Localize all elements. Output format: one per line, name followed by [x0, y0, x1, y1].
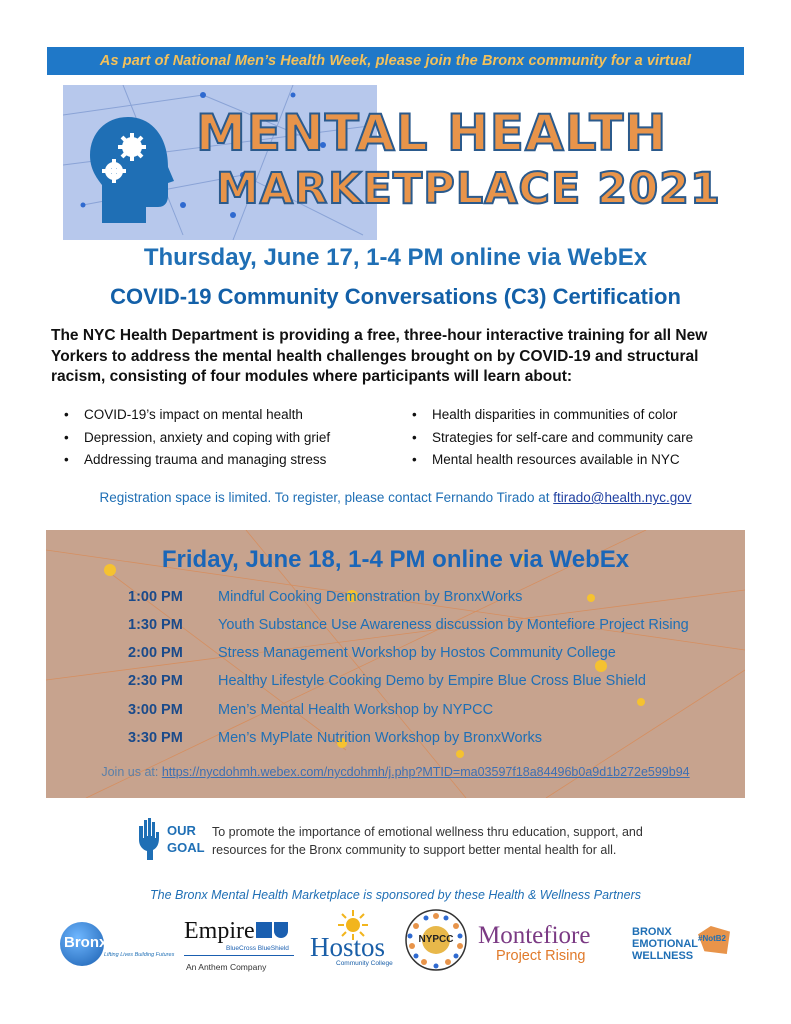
list-item: • Health disparities in communities of color — [408, 404, 693, 427]
schedule-event: Men’s Mental Health Workshop by NYPCC — [218, 702, 494, 718]
schedule-row — [128, 702, 493, 718]
title-line-1: MENTAL HEALTH — [196, 104, 668, 162]
list-item: • Depression, anxiety and coping with grief — [60, 427, 330, 450]
montefiore-sub: Project Rising — [496, 948, 586, 964]
schedule-event: Healthy Lifestyle Cooking Demo by Empire Blue Cross Blue Shield — [218, 673, 646, 689]
schedule-event: Men’s MyPlate Nutrition Workshop by BronxWorks — [218, 730, 542, 746]
thursday-heading: Thursday, June 17, 1-4 PM online via WebEx — [143, 244, 648, 271]
join-text: Join us at: — [101, 765, 162, 779]
schedule-time: 3:30 PM — [128, 730, 183, 746]
schedule-row — [128, 617, 689, 633]
schedule-row — [128, 645, 616, 661]
join-note — [46, 765, 745, 779]
list-item: • Addressing trauma and managing stress — [60, 449, 330, 472]
registration-text: Registration space is limited. To register, please contact Fernando Tirado at — [99, 490, 554, 505]
nypcc-logo — [404, 908, 468, 972]
list-item: • Strategies for self-care and community care — [408, 427, 693, 450]
bronxworks-logo — [60, 920, 180, 970]
webex-link[interactable]: https://nycdohmh.webex.com/nycdohmh/j.php?MTID=ma03597f18a84496b0a9d1b272e599b94 — [161, 765, 690, 779]
divider — [184, 955, 294, 956]
title-line-2: MARKETPLACE 2021 — [216, 164, 721, 214]
goal-text: To promote the importance of emotional wellness thru education, support, and resources for the Bronx community to support better mental health for all. — [212, 825, 643, 857]
intro-paragraph: The NYC Health Department is providing a free, three-hour interactive training for all New Yorkers to address the mental health challenges brought on by COVID-19 and structural racism, consisting of four modules where participants will learn about: — [51, 327, 708, 385]
bullet-list-left — [60, 404, 330, 472]
c3-heading: COVID-19 Community Conversations (C3) Certification — [110, 284, 681, 309]
raised-hand-icon — [135, 816, 161, 860]
schedule-time: 1:30 PM — [128, 617, 183, 633]
nypcc-name: NYPCC — [418, 934, 454, 945]
list-item: • Mental health resources available in NYC — [408, 449, 693, 472]
empire-sub: BlueCross BlueShield — [226, 945, 289, 952]
hostos-logo — [310, 910, 400, 972]
registration-email-link[interactable]: ftirado@health.nyc.gov — [553, 490, 692, 505]
top-banner — [47, 47, 744, 75]
schedule-row — [128, 589, 522, 605]
bew-line: WELLNESS — [632, 950, 694, 962]
empire-company: An Anthem Company — [186, 962, 267, 972]
bronx-emotional-wellness-logo — [632, 926, 732, 970]
schedule-event: Youth Substance Use Awareness discussion by Montefiore Project Rising — [218, 617, 689, 633]
bew-line: BRONX — [632, 926, 672, 938]
registration-note — [0, 490, 791, 505]
empire-name: Empire — [184, 918, 255, 944]
blue-shield-icon — [274, 922, 288, 938]
montefiore-logo — [478, 922, 613, 968]
goal-label-line: GOAL — [167, 840, 205, 855]
bronxworks-name: Bronxworks — [64, 934, 151, 951]
schedule-time: 2:00 PM — [128, 645, 183, 661]
montefiore-name: Montefiore — [478, 922, 591, 949]
goal-label-line: OUR — [167, 823, 196, 838]
blue-cross-icon — [256, 922, 272, 938]
sponsors-heading: The Bronx Mental Health Marketplace is sponsored by these Health & Wellness Partners — [150, 888, 641, 902]
schedule-row — [128, 673, 646, 689]
hostos-sub: Community College — [336, 960, 393, 967]
bew-text — [632, 926, 698, 962]
banner-text: As part of National Men’s Health Week, please join the Bronx community for a virtual — [99, 53, 692, 69]
schedule-time: 1:00 PM — [128, 589, 183, 605]
goal-label — [167, 822, 205, 856]
schedule-event: Mindful Cooking Demonstration by BronxWorks — [218, 589, 523, 605]
list-item: • COVID-19’s impact on mental health — [60, 404, 330, 427]
bew-line: EMOTIONAL — [632, 938, 698, 950]
schedule-row — [128, 730, 542, 746]
schedule-time: 2:30 PM — [128, 673, 183, 689]
bullet-list-right — [408, 404, 693, 472]
friday-heading: Friday, June 18, 1-4 PM online via WebEx — [161, 546, 630, 573]
bronxworks-tagline: Lifting Lives Building Futures — [104, 952, 175, 958]
schedule-event: Stress Management Workshop by Hostos Community College — [218, 645, 616, 661]
schedule-time: 3:00 PM — [128, 702, 183, 718]
empire-logo — [184, 918, 299, 980]
bew-tag: #NotB2 — [698, 934, 727, 943]
head-gears-icon — [88, 115, 176, 225]
hostos-name: Hostos — [310, 932, 386, 962]
friday-panel — [46, 530, 745, 798]
